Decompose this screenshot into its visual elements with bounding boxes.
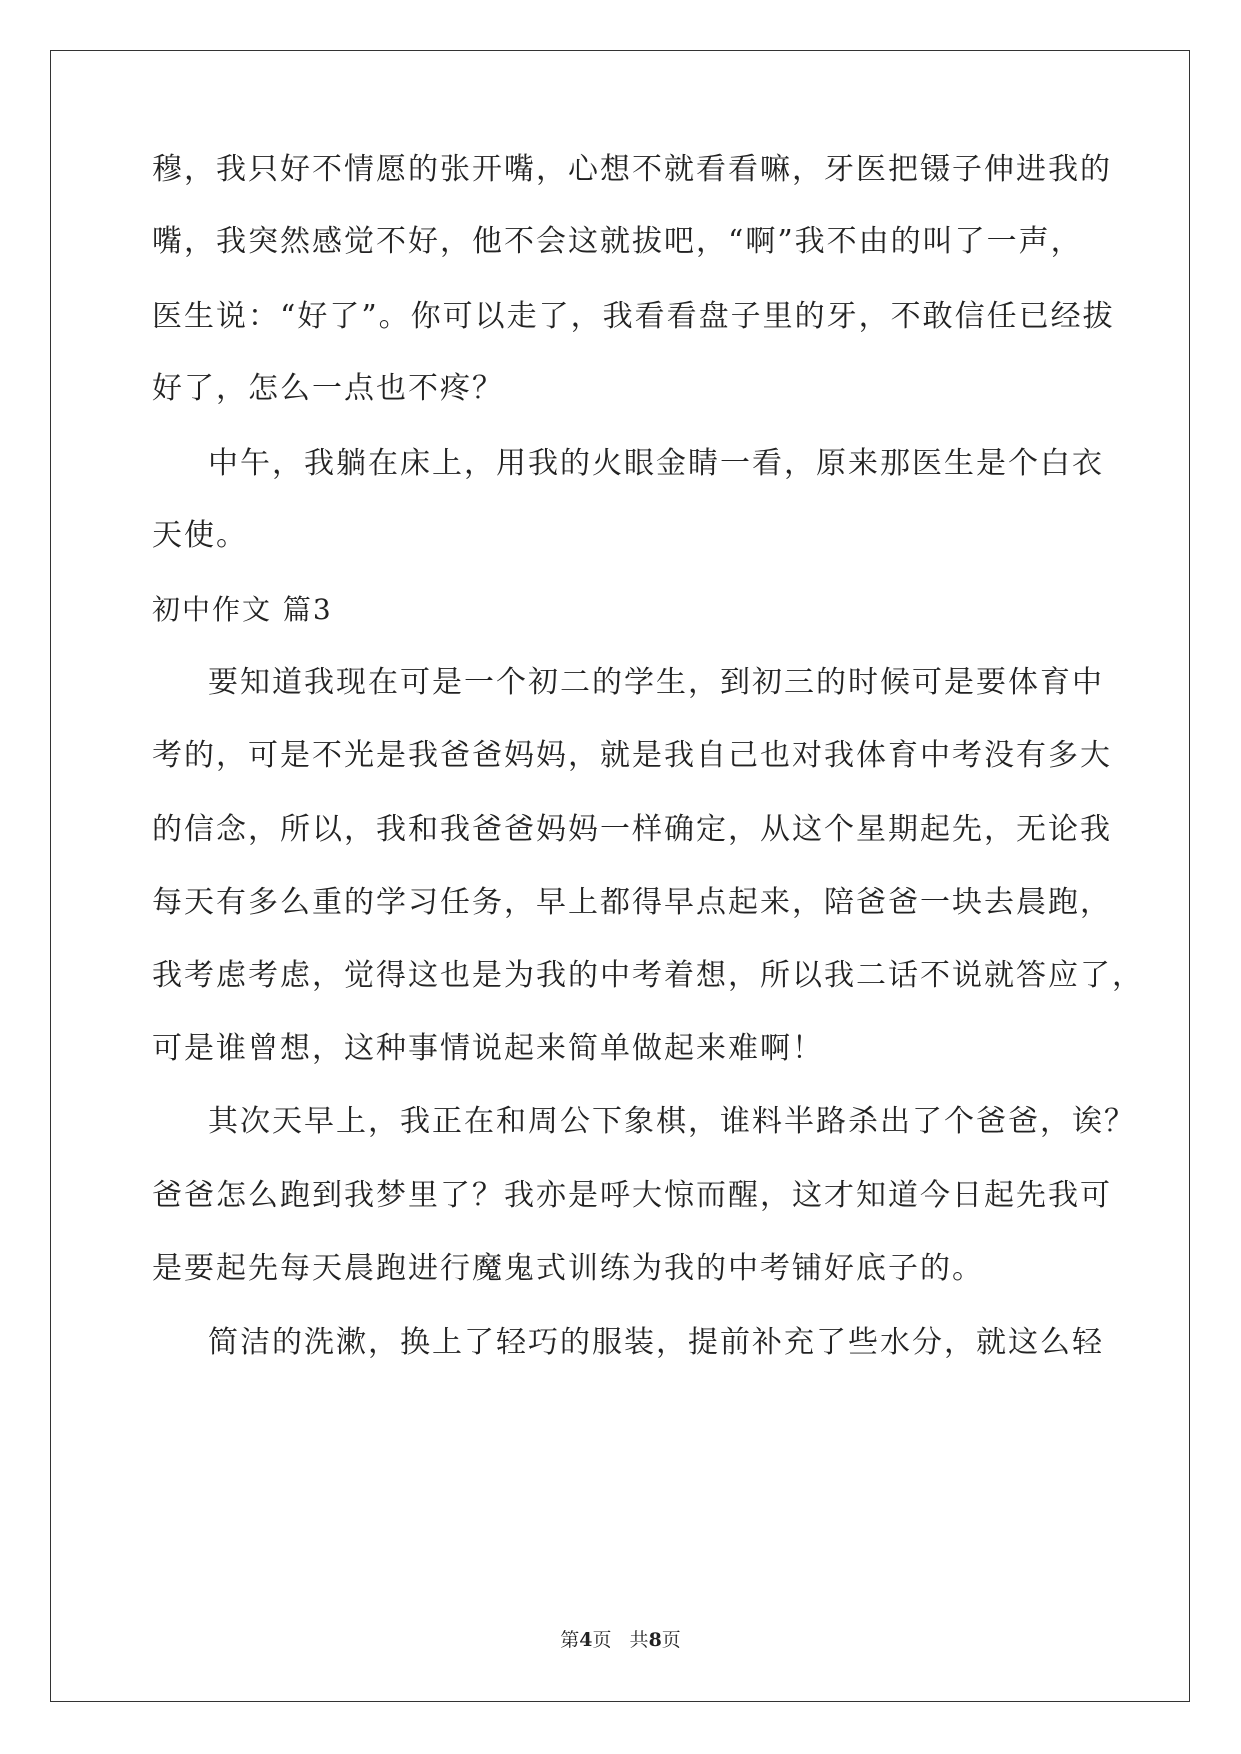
text-line: 其次天早上，我正在和周公下象棋，谁料半路杀出了个爸爸，诶？ xyxy=(208,1104,1136,1139)
text-line: 的信念，所以，我和我爸爸妈妈一样确定，从这个星期起先，无论我 xyxy=(152,812,1112,847)
footer-suffix: 页 xyxy=(661,1629,681,1651)
text-line: 穆，我只好不情愿的张开嘴，心想不就看看嘛，牙医把镊子伸进我的 xyxy=(152,152,1112,187)
text-line: 我考虑考虑，觉得这也是为我的中考着想，所以我二话不说就答应了， xyxy=(152,958,1144,993)
text-line: 爸爸怎么跑到我梦里了？我亦是呼大惊而醒，这才知道今日起先我可 xyxy=(152,1178,1112,1213)
page-footer xyxy=(0,1628,1241,1652)
section-heading: 初中作文 篇3 xyxy=(152,593,333,626)
page-number: 4 xyxy=(579,1629,593,1651)
text-line: 简洁的洗漱，换上了轻巧的服装，提前补充了些水分，就这么轻 xyxy=(208,1325,1104,1360)
footer-prefix: 第 xyxy=(560,1629,580,1651)
text-line: 好了，怎么一点也不疼？ xyxy=(152,371,504,406)
text-line: 可是谁曾想，这种事情说起来简单做起来难啊！ xyxy=(152,1031,824,1066)
text-line: 考的，可是不光是我爸爸妈妈，就是我自己也对我体育中考没有多大 xyxy=(152,738,1112,773)
text-line: 中午，我躺在床上，用我的火眼金睛一看，原来那医生是个白衣 xyxy=(208,446,1104,481)
text-line: 要知道我现在可是一个初二的学生，到初三的时候可是要体育中 xyxy=(208,665,1104,700)
text-line: 嘴，我突然感觉不好，他不会这就拔吧，“啊”我不由的叫了一声， xyxy=(152,224,1083,259)
text-line: 每天有多么重的学习任务，早上都得早点起来，陪爸爸一块去晨跑， xyxy=(152,885,1112,920)
text-line: 天使。 xyxy=(152,518,248,553)
page-total: 8 xyxy=(648,1629,662,1651)
text-line: 是要起先每天晨跑进行魔鬼式训练为我的中考铺好底子的。 xyxy=(152,1251,984,1286)
footer-mid: 页 共 xyxy=(592,1629,649,1651)
text-line: 医生说：“好了”。你可以走了，我看看盘子里的牙，不敢信任已经拔 xyxy=(152,299,1115,334)
